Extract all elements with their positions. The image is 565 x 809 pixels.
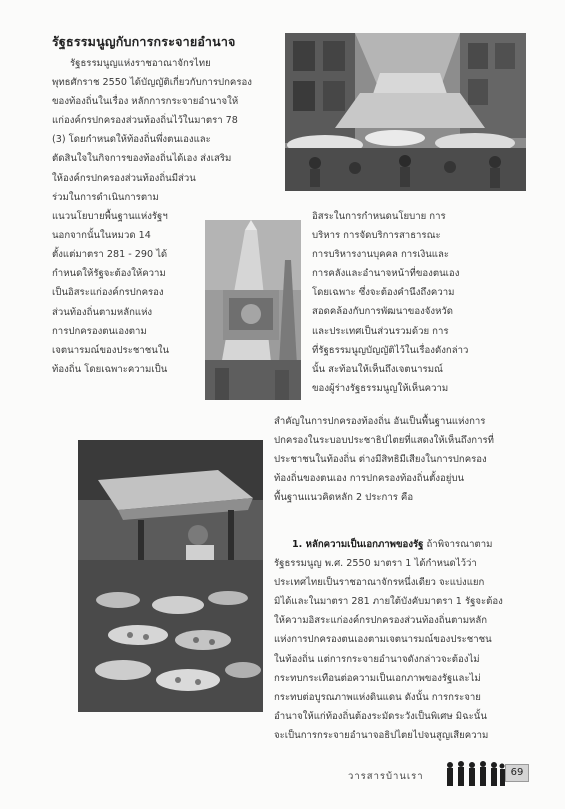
text-line: แห่งการปกครองตนเองตามเจตนารมณ์ของประชาชน bbox=[274, 634, 492, 646]
temple-spire-photo bbox=[205, 220, 301, 400]
text-line: การบริหารงานบุคคล การเงินและ bbox=[312, 249, 450, 261]
text-line: ที่รัฐธรรมนูญบัญญัติไว้ในเรื่องดังกล่าว bbox=[312, 344, 469, 356]
text-line: แก่องค์กรปกครองส่วนท้องถิ่นไว้ในมาตรา 78 bbox=[52, 115, 238, 127]
text-line: และประเทศเป็นส่วนรวมด้วย การ bbox=[312, 325, 449, 337]
text-line: ให้องค์กรปกครองส่วนท้องถิ่นมีส่วน bbox=[52, 172, 196, 184]
principle-heading: 1. หลักความเป็นเอกภาพของรัฐ bbox=[292, 539, 424, 550]
text-line: กระทบต่อบูรณภาพแห่งดินแดน ดังนั้น การกระจาย bbox=[274, 691, 481, 703]
text-line: ปกครองในระบอบประชาธิปไตยที่แสดงให้เห็นถึงการที่ bbox=[274, 435, 494, 447]
text-line: รัฐธรรมนูญ พ.ศ. 2550 มาตรา 1 ได้กำหนดไว้ว่า bbox=[274, 558, 477, 570]
text-line: ท้องถิ่นของตนเอง การปกครองท้องถิ่นตั้งอยู่บน bbox=[274, 473, 465, 485]
text-line: สำคัญในการปกครองท้องถิ่น อันเป็นพื้นฐานแห่งการ bbox=[274, 416, 486, 427]
article-title: รัฐธรรมนูญกับการกระจายอำนาจ bbox=[52, 34, 236, 49]
text-line: ตัดสินใจในกิจการของท้องถิ่นได้เอง ส่งเสริม bbox=[52, 153, 232, 165]
text-line: สอดคล้องกับการพัฒนาของจังหวัด bbox=[312, 306, 454, 318]
page-number: 69 bbox=[505, 764, 529, 782]
text-line: (3) โดยกำหนดให้ท้องถิ่นพึ่งตนเองและ bbox=[52, 134, 211, 146]
text-line: มิได้และในมาตรา 281 ภายใต้บังคับมาตรา 1 รัฐจะต้อง bbox=[274, 596, 503, 608]
people-silhouette-icon bbox=[444, 760, 506, 788]
text-line: ประชาชนในท้องถิ่น ต่างมีสิทธิมีเสียงในการปกครอง bbox=[274, 454, 487, 466]
principle-section bbox=[274, 535, 528, 745]
text-line: ประเทศไทยเป็นราชอาณาจักรหนึ่งเดียว จะแบ่งแยก bbox=[274, 577, 485, 589]
text-line: ร่วมในการดำเนินการตาม bbox=[52, 192, 159, 203]
text-line: การปกครองตนเองตาม bbox=[52, 325, 147, 337]
journal-name: วารสารบ้านเรา bbox=[348, 771, 424, 782]
text-line: ส่วนท้องถิ่นตามหลักแห่ง bbox=[52, 306, 153, 318]
text-line: ตั้งแต่มาตรา 281 - 290 ได้ bbox=[52, 249, 168, 261]
text-line: อำนาจให้แก่ท้องถิ่นต้องระมัดระวังเป็นพิเศษ มิฉะนั้น bbox=[274, 710, 487, 722]
text-line: จะเป็นการกระจายอำนาจอธิปไตยไปจนสูญเสียความ bbox=[274, 729, 489, 741]
text-line: กำหนดให้รัฐจะต้องให้ความ bbox=[52, 268, 166, 280]
text-line: แนวนโยบายพื้นฐานแห่งรัฐฯ bbox=[52, 211, 168, 223]
wide-paragraph bbox=[274, 412, 528, 507]
text-line: ของผู้ร่างรัฐธรรมนูญให้เห็นความ bbox=[312, 382, 449, 394]
text-line: ท้องถิ่น โดยเฉพาะความเป็น bbox=[52, 363, 168, 375]
food-vendor-photo bbox=[78, 440, 263, 712]
principle-heading-line bbox=[274, 535, 528, 554]
market-street-photo bbox=[285, 33, 526, 191]
right-column-text bbox=[312, 207, 526, 398]
text-line: นั้น สะท้อนให้เห็นถึงเจตนารมณ์ bbox=[312, 363, 443, 375]
text-line: เป็นอิสระแก่องค์กรปกครอง bbox=[52, 287, 164, 299]
text-line: พื้นฐานแนวคิดหลัก 2 ประการ คือ bbox=[274, 492, 414, 504]
intro-paragraph bbox=[52, 54, 280, 188]
text-line: กระทบกระเทือนต่อความเป็นเอกภาพของรัฐและไม่ bbox=[274, 672, 481, 684]
text-line: อิสระในการกำหนดนโยบาย การ bbox=[312, 211, 446, 222]
text-line: โดยเฉพาะ ซึ่งจะต้องคำนึงถึงความ bbox=[312, 287, 455, 299]
text-line: บริหาร การจัดบริการสาธารณะ bbox=[312, 230, 441, 242]
text-line: นอกจากนั้นในหมวด 14 bbox=[52, 230, 151, 242]
text-line: รัฐธรรมนูญแห่งราชอาณาจักรไทย bbox=[70, 58, 211, 69]
text-line: เจตนารมณ์ของประชาชนใน bbox=[52, 344, 170, 356]
text-line: ให้ความอิสระแก่องค์กรปกครองส่วนท้องถิ่นตามหลัก bbox=[274, 615, 488, 627]
text-line: ของท้องถิ่นในเรื่อง หลักการกระจายอำนาจให้ bbox=[52, 96, 239, 108]
text-line: การคลังและอำนาจหน้าที่ของตนเอง bbox=[312, 268, 460, 280]
text-line: ในท้องถิ่น แต่การกระจายอำนาจดังกล่าวจะต้องไม่ bbox=[274, 653, 480, 665]
text-line: พุทธศักราช 2550 ได้บัญญัติเกี่ยวกับการปกครอง bbox=[52, 77, 252, 89]
principle-heading-tail: ถ้าพิจารณาตาม bbox=[423, 539, 493, 550]
